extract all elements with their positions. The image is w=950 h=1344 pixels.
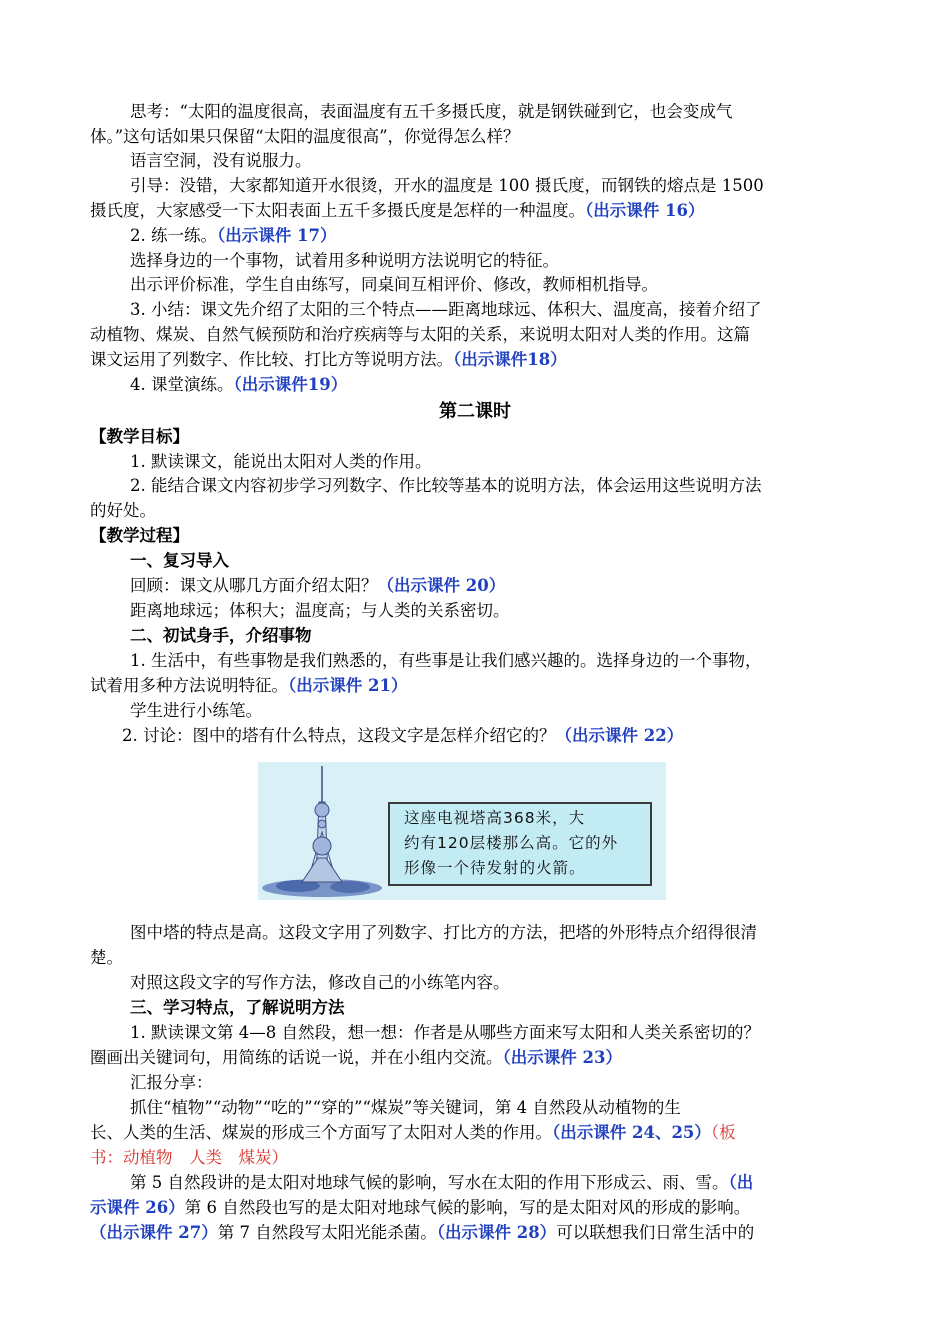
text-line bbox=[90, 1196, 750, 1220]
text-span: 长、人类的生活、煤炭的形成三个方面写了太阳对人类的作用。 bbox=[90, 1123, 552, 1142]
text-span: 可以联想我们日常生活中的 bbox=[556, 1223, 755, 1242]
courseware-cue: （出示课件 28） bbox=[436, 1223, 557, 1242]
part-heading: 三、学习特点，了解说明方法 bbox=[130, 998, 345, 1017]
courseware-cue: （出示课件19） bbox=[233, 375, 348, 394]
text-line: 出示评价标准，学生自由练写，同桌间互相评价、修改，教师相机指导。 bbox=[130, 275, 658, 294]
text-line bbox=[90, 348, 567, 372]
process-heading: 【教学过程】 bbox=[90, 526, 189, 545]
text-line bbox=[90, 199, 704, 223]
tv-tower-figure bbox=[258, 762, 666, 900]
text-line: 汇报分享： bbox=[130, 1073, 213, 1092]
courseware-cue: （出示课件 22） bbox=[555, 726, 684, 745]
courseware-cue: （出示课件 17） bbox=[217, 226, 337, 245]
part-heading: 二、初试身手，介绍事物 bbox=[130, 626, 312, 645]
text-line: 3. 小结：课文先介绍了太阳的三个特点——距离地球远、体积大、温度高，接着介绍了 bbox=[130, 300, 762, 319]
text-line: 抓住“植物”“动物”“吃的”“穿的”“煤炭”等关键词，第 4 自然段从动植物的生 bbox=[130, 1098, 681, 1117]
text-line: 1. 默读课文第 4—8 自然段，想一想：作者是从哪些方面来写太阳和人类关系密切的？ bbox=[130, 1023, 760, 1042]
text-line bbox=[130, 373, 347, 397]
text-span: 第 7 自然段写太阳光能杀菌。 bbox=[217, 1223, 437, 1242]
courseware-cue: （出示课件18） bbox=[453, 350, 567, 369]
text-line bbox=[90, 1046, 622, 1070]
section-title: 第二课时 bbox=[439, 401, 511, 422]
text-line: 引导：没错，大家都知道开水很烫，开水的温度是 100 摄氏度，而钢铁的熔点是 1500 bbox=[130, 176, 764, 195]
courseware-cue: （出示课件 20） bbox=[377, 576, 506, 595]
caption-line: 约有120层楼那么高。它的外 bbox=[404, 834, 619, 852]
text-line: 距离地球远；体积大；温度高；与人类的关系密切。 bbox=[130, 601, 510, 620]
text-line: 语言空洞，没有说服力。 bbox=[130, 151, 312, 170]
courseware-cue: （出示课件 27） bbox=[90, 1223, 218, 1242]
text-line bbox=[130, 224, 336, 248]
text-line bbox=[130, 1171, 753, 1195]
text-line: 2. 能结合课文内容初步学习列数字、作比较等基本的说明方法，体会运用这些说明方法 bbox=[130, 476, 762, 495]
figure-caption-box bbox=[388, 802, 652, 886]
text-line: 1. 默读课文，能说出太阳对人类的作用。 bbox=[130, 452, 432, 471]
text-line: 选择身边的一个事物，试着用多种说明方法说明它的特征。 bbox=[130, 251, 559, 270]
text-line bbox=[130, 574, 505, 598]
caption-line: 形像一个待发射的火箭。 bbox=[404, 859, 586, 877]
text-span: 试着用多种方法说明特征。 bbox=[90, 676, 288, 695]
text-span: 摄氏度，大家感受一下太阳表面上五千多摄氏度是怎样的一种温度。 bbox=[90, 201, 585, 220]
text-span: 2. 讨论：图中的塔有什么特点，这段文字是怎样介绍它的？ bbox=[122, 726, 556, 745]
text-line: 楚。 bbox=[90, 948, 123, 967]
courseware-cue: 示课件 26） bbox=[90, 1198, 185, 1217]
text-line: 的好处。 bbox=[90, 501, 156, 520]
text-line: 动植物、煤炭、自然气候预防和治疗疾病等与太阳的关系，来说明太阳对人类的作用。这篇 bbox=[90, 325, 750, 344]
text-span: 4. 课堂演练。 bbox=[130, 375, 234, 394]
board-note: （板 bbox=[710, 1123, 736, 1142]
text-span: 第 5 自然段讲的是太阳对地球气候的影响，写水在太阳的作用下形成云、雨、雪。 bbox=[130, 1173, 729, 1192]
goals-heading: 【教学目标】 bbox=[90, 427, 189, 446]
text-line: 对照这段文字的写作方法，修改自己的小练笔内容。 bbox=[130, 973, 510, 992]
text-span: 回顾：课文从哪几方面介绍太阳？ bbox=[130, 576, 378, 595]
courseware-cue: （出 bbox=[728, 1173, 754, 1192]
text-line bbox=[90, 1221, 754, 1245]
part-heading: 一、复习导入 bbox=[130, 551, 229, 570]
text-line bbox=[90, 1121, 736, 1145]
text-line bbox=[90, 674, 407, 698]
courseware-cue: （出示课件 16） bbox=[585, 201, 705, 220]
text-line: 思考：“太阳的温度很高，表面温度有五千多摄氏度，就是钢铁碰到它，也会变成气 bbox=[130, 102, 733, 121]
caption-line: 这座电视塔高368米，大 bbox=[404, 809, 586, 827]
text-line: 1. 生活中，有些事物是我们熟悉的，有些事是让我们感兴趣的。选择身边的一个事物， bbox=[130, 651, 762, 670]
text-span: 2. 练一练。 bbox=[130, 226, 217, 245]
board-note: 书：动植物 人类 煤炭） bbox=[90, 1148, 288, 1167]
text-span: 圈画出关键词句，用简练的话说一说，并在小组内交流。 bbox=[90, 1048, 503, 1067]
text-line: 图中塔的特点是高。这段文字用了列数字、打比方的方法，把塔的外形特点介绍得很清 bbox=[130, 923, 757, 942]
text-line: 体。”这句话如果只保留“太阳的温度很高”，你觉得怎么样？ bbox=[90, 127, 520, 146]
text-line bbox=[122, 724, 683, 748]
courseware-cue: （出示课件 23） bbox=[502, 1048, 622, 1067]
courseware-cue: （出示课件 21） bbox=[288, 676, 408, 695]
tv-tower-illustration bbox=[258, 762, 388, 900]
text-line: 学生进行小练笔。 bbox=[130, 701, 262, 720]
text-span: 课文运用了列数字、作比较、打比方等说明方法。 bbox=[90, 350, 453, 369]
courseware-cue: （出示课件 24、25） bbox=[552, 1123, 711, 1142]
text-span: 第 6 自然段也写的是太阳对地球气候的影响，写的是太阳对风的形成的影响。 bbox=[184, 1198, 751, 1217]
